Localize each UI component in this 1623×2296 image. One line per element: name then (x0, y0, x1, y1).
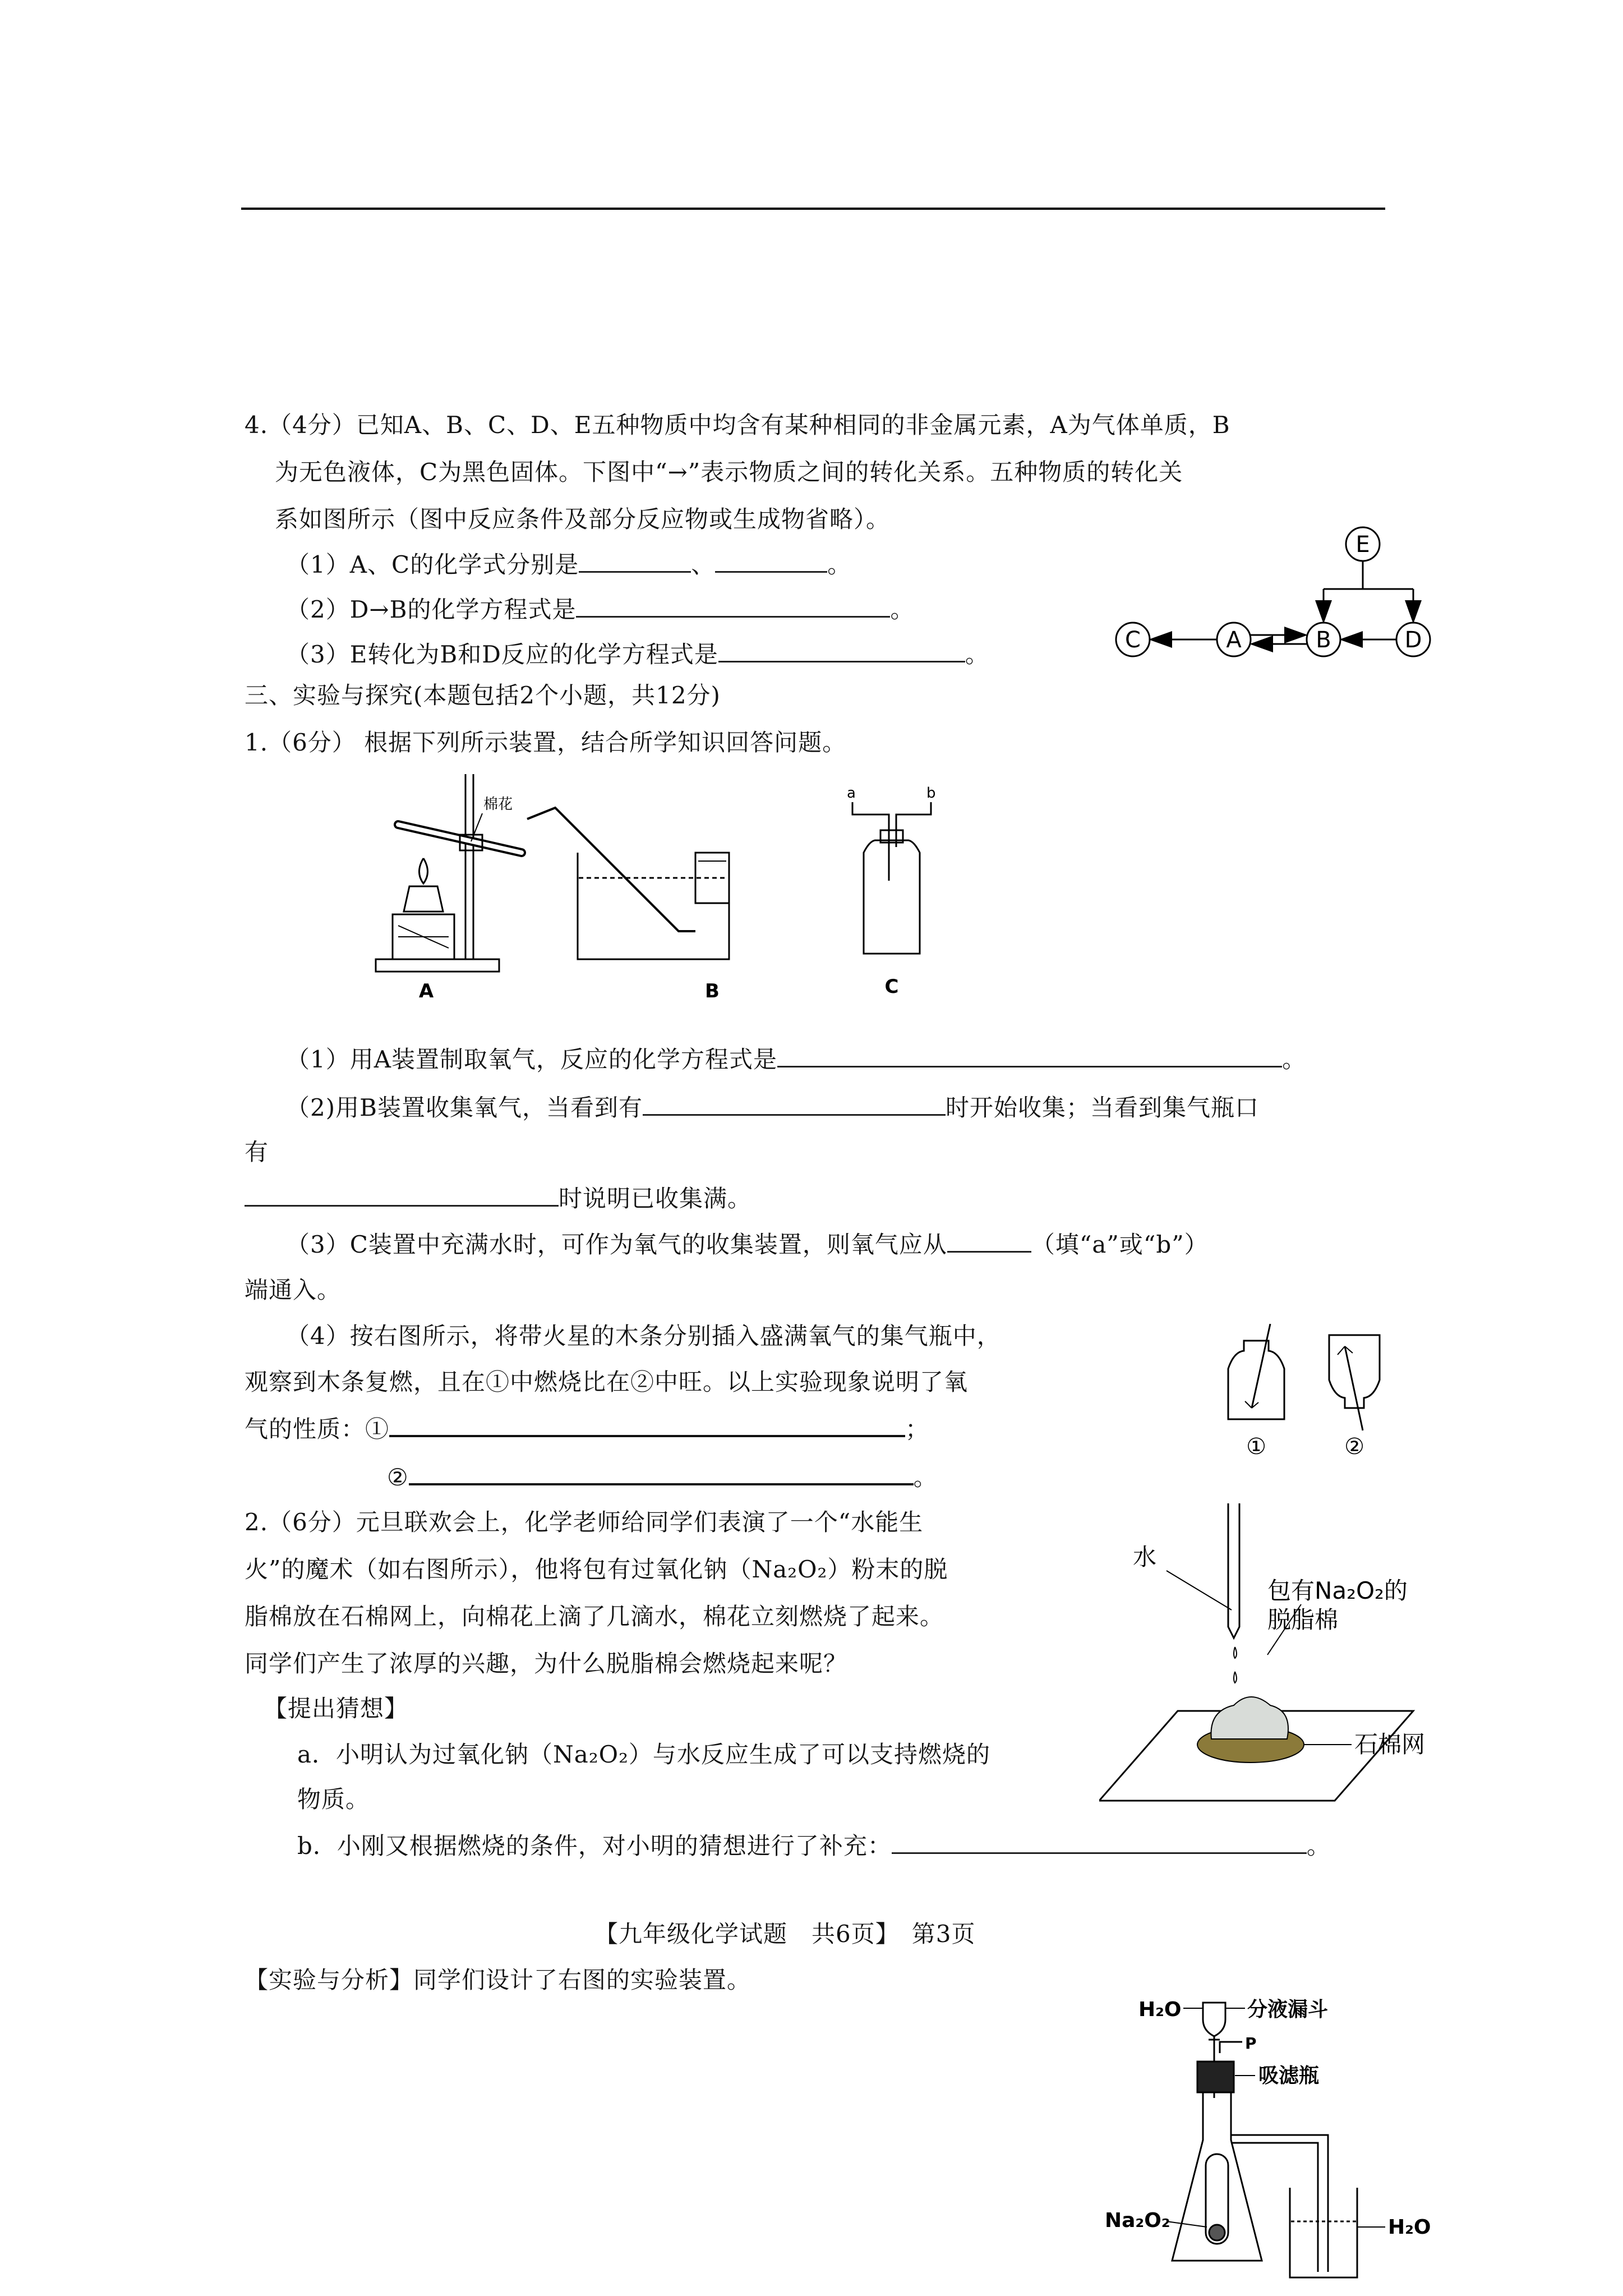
bottle-2-label: ② (1344, 1434, 1364, 1460)
q1-s2-d-line (245, 1182, 751, 1214)
answer-blank[interactable] (715, 549, 827, 573)
guess-a-line1: a．小明认为过氧化钠（Na₂O₂）与水反应生成了可以支持燃烧的 (297, 1741, 990, 1768)
filter-flask-figure (1105, 1986, 1475, 2289)
water-label: 水 (1133, 1543, 1157, 1571)
analysis-text: 【实验与分析】同学们设计了右图的实验装置。 (245, 1966, 751, 1994)
q1-s1-end: 。 (1282, 1046, 1307, 1073)
node-d-label: D (1404, 627, 1422, 653)
section3-heading: 三、实验与探究(本题包括2个小题，共12分) (245, 682, 721, 709)
q2-line1: 2.（6分）元旦联欢会上，化学老师给同学们表演了一个“水能生 (245, 1508, 924, 1536)
q1-s3-text: （3）C装置中充满水时，可作为氧气的收集装置，则氧气应从 (286, 1231, 947, 1258)
answer-blank[interactable] (892, 1830, 1307, 1854)
q1-s2-text: （2)用B装置收集氧气，当看到有 (286, 1094, 643, 1121)
apparatus-b-label: B (705, 980, 720, 1002)
q1-s3 (286, 1228, 1209, 1260)
funnel-label: 分液漏斗 (1247, 1998, 1329, 2021)
guess-a-line2: 物质。 (297, 1786, 370, 1813)
q4-sub1-sep: 、 (691, 551, 716, 578)
q1-s4-line1: （4）按右图所示，将带火星的木条分别插入盛满氧气的集气瓶中， (286, 1322, 1001, 1350)
port-a-label: a (847, 785, 856, 802)
q4-sub3-end: 。 (965, 641, 989, 668)
guess-b-end: 。 (1306, 1832, 1331, 1860)
q1-s4-line3-end: ； (905, 1415, 930, 1443)
guess-b-text: b．小刚又根据燃烧的条件，对小明的猜想进行了补充： (297, 1832, 892, 1860)
h2o-top-label: H₂O (1138, 1998, 1182, 2021)
q1-s4-line2: 观察到木条复燃，且在①中燃烧比在②中旺。以上实验现象说明了氧 (245, 1368, 969, 1396)
q2-line4: 同学们产生了浓厚的兴趣，为什么脱脂棉会燃烧起来呢？ (245, 1650, 848, 1677)
answer-blank[interactable] (576, 593, 890, 618)
apparatus-figure (359, 769, 953, 1004)
apparatus-c-label: C (884, 976, 899, 998)
q2-line2: 火”的魔术（如右图所示），他将包有过氧化钠（Na₂O₂）粉末的脱 (245, 1556, 948, 1583)
node-e-label: E (1355, 532, 1370, 558)
q4-line3: 系如图所示（图中反应条件及部分反应物或生成物省略）。 (275, 505, 891, 533)
port-b-label: b (926, 785, 936, 802)
bottle-1-label: ① (1246, 1434, 1266, 1460)
apparatus-a-label: A (418, 980, 434, 1002)
q1-s2-text-b: 时开始收集；当看到集气瓶口 (945, 1094, 1259, 1121)
flask-label: 吸滤瓶 (1258, 2064, 1320, 2087)
q4-sub2-text: （2）D→B的化学方程式是 (286, 596, 577, 623)
q1-s4-line4 (387, 1461, 938, 1493)
q4-sub1-end: 。 (827, 551, 852, 578)
water-fire-figure (1099, 1498, 1464, 1812)
node-c-label: C (1125, 627, 1141, 653)
q4-sub3-text: （3）E转化为B和D反应的化学方程式是 (286, 641, 718, 668)
na2o2-label: Na₂O₂ (1105, 2209, 1170, 2232)
q1-s3-c: 端通入。 (245, 1276, 342, 1304)
cotton-label: 棉花 (483, 796, 513, 813)
p-label: P (1245, 2034, 1257, 2053)
q1-s4-line3 (245, 1412, 929, 1445)
q4-sub3 (286, 638, 989, 670)
q1-s2 (286, 1092, 1259, 1124)
q1-s4-line3-text: 气的性质：① (245, 1415, 390, 1443)
q2-line3: 脂棉放在石棉网上，向棉花上滴了几滴水，棉花立刻燃烧了起来。 (245, 1603, 944, 1630)
gauze-label: 石棉网 (1354, 1731, 1426, 1758)
answer-blank[interactable] (389, 1412, 905, 1437)
answer-blank[interactable] (245, 1182, 559, 1207)
answer-blank[interactable] (409, 1461, 914, 1485)
answer-blank[interactable] (777, 1043, 1282, 1068)
q4-sub1 (286, 549, 851, 581)
answer-blank[interactable] (718, 638, 965, 662)
conversion-diagram (1099, 516, 1447, 673)
guess-heading: 【提出猜想】 (264, 1695, 409, 1722)
q1-s3-text-b: （填“a”或“b”） (1031, 1231, 1209, 1258)
q1-s2-c: 有 (245, 1138, 269, 1166)
header-rule (241, 208, 1385, 210)
q1-s4-line4-text: ② (387, 1464, 409, 1491)
q1-stem: 1.（6分） 根据下列所示装置，结合所学知识回答问题。 (245, 729, 847, 756)
answer-blank[interactable] (947, 1228, 1031, 1253)
page-footer: 【九年级化学试题 共6页】 第3页 (594, 1920, 976, 1948)
answer-blank[interactable] (643, 1092, 946, 1116)
guess-b (297, 1830, 1331, 1862)
q1-s1-text: （1）用A装置制取氧气，反应的化学方程式是 (286, 1046, 778, 1073)
q1-s4-line4-end: 。 (913, 1464, 938, 1491)
q4-sub2-end: 。 (890, 596, 915, 623)
gas-bottles-figure (1217, 1324, 1396, 1464)
cotton-label-line1: 包有Na₂O₂的 (1267, 1577, 1408, 1604)
answer-blank[interactable] (579, 549, 691, 573)
q1-s2-d: 时说明已收集满。 (559, 1185, 752, 1212)
q1-s1 (286, 1043, 1306, 1075)
q4-line2: 为无色液体，C为黑色固体。下图中“→”表示物质之间的转化关系。五种物质的转化关 (275, 458, 1183, 486)
cotton-label-line2: 脱脂棉 (1267, 1606, 1339, 1634)
h2o-right-label: H₂O (1388, 2216, 1431, 2239)
node-b-label: B (1316, 627, 1331, 653)
q4-line1: 4.（4分）已知A、B、C、D、E五种物质中均含有某种相同的非金属元素，A为气体单质，B (245, 411, 1230, 439)
q4-sub1-text: （1）A、C的化学式分别是 (286, 551, 579, 578)
node-a-label: A (1226, 627, 1242, 653)
q4-sub2 (286, 593, 914, 625)
